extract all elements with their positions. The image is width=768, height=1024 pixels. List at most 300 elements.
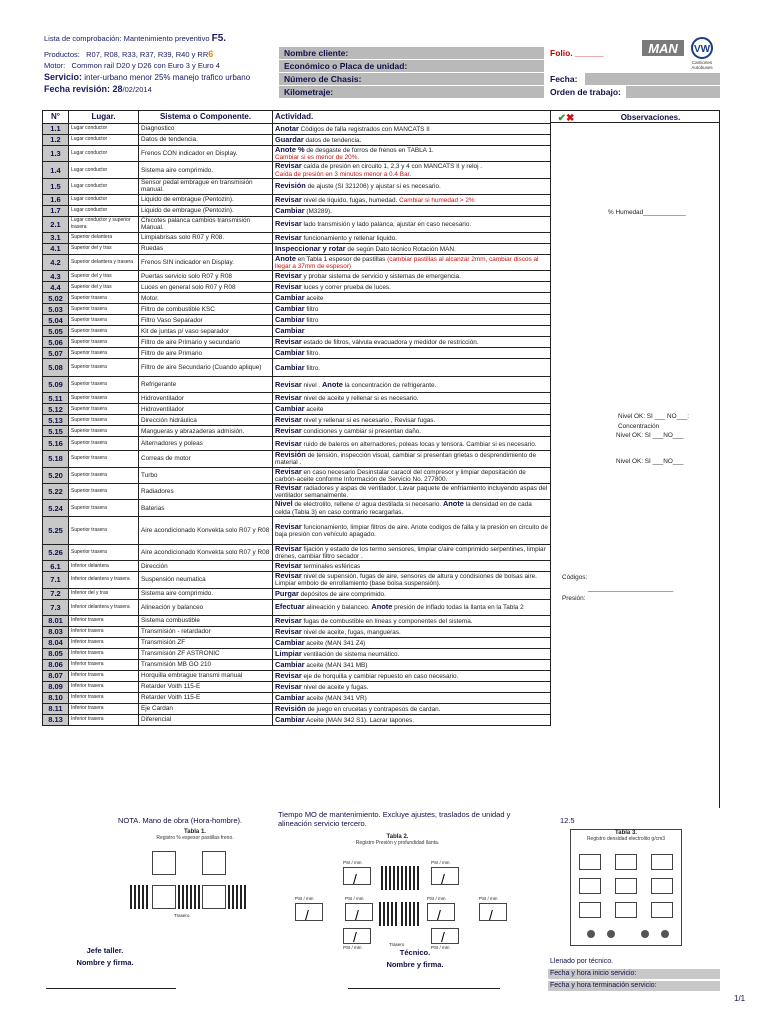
row-actividad [273, 243, 551, 254]
activity-verb: Efectuar [275, 602, 305, 612]
row-sistema: Filtro Vaso Separador [139, 315, 273, 326]
row-lugar: Superior trasera [69, 544, 139, 560]
row-actividad [273, 282, 551, 293]
tiempo-mo: Tiempo MO de mantenimiento. Excluye ajustes, traslados de unidad y alineación servicio tercero. [278, 810, 511, 828]
row-sistema: Liquido de embrague (Pentozin). [139, 194, 273, 205]
table-row [43, 271, 551, 282]
psi-label: PSI / mm [345, 896, 364, 901]
row-lugar: Inferior delantera y trasera [69, 572, 139, 588]
row-sistema: Transmisión - retardador [139, 626, 273, 637]
pressure-box[interactable]: / [479, 903, 507, 921]
row-number: 5.20 [43, 467, 69, 483]
obs-nivel-direccion[interactable]: Nivel OK: SI ___NO___ [616, 458, 684, 465]
row-sistema: Sensor pedal embrague en transmisión manual. [139, 178, 273, 194]
economico-field[interactable]: Económico o Placa de unidad: [279, 60, 544, 72]
activity-text: filtro. [304, 364, 321, 372]
row-lugar: Superior trasera [69, 337, 139, 348]
row-sistema: Luces en general solo R07 y R08 [139, 282, 273, 293]
activity-text: ventilación de sistema neumático. [301, 650, 400, 658]
brake-pad-box[interactable] [202, 851, 226, 875]
activity-text: luces y correr prueba de luces. [301, 284, 391, 292]
tecnico-nombre-firma: Nombre y firma. [386, 960, 444, 969]
row-number: 8.13 [43, 714, 69, 725]
row-sistema: Hidroventilador [139, 404, 273, 415]
row-sistema: Filtro de aire Primario y secundario [139, 337, 273, 348]
row-lugar: Superior del y tras [69, 282, 139, 293]
activity-verb: Revisar [275, 379, 302, 389]
row-lugar: Superior del y tras [69, 271, 139, 282]
activity-text: de desgaste de forros de frenos en TABLA 1. [304, 147, 434, 154]
activity-verb: Cambiar [275, 659, 305, 669]
tabla-2 [285, 834, 510, 949]
row-number: 8.01 [43, 615, 69, 626]
row-actividad [273, 135, 551, 146]
products-line: Productos: R07, R08, R33, R37, R39, R40 y RR6 [44, 49, 214, 59]
psi-label: PSI / mm [479, 896, 498, 901]
row-lugar: Superior delantera y trasera [69, 254, 139, 270]
activity-verb: Cambiar [275, 304, 305, 314]
row-actividad [273, 271, 551, 282]
activity-text: en caso necesario Desinstalar caracol del compresor y limpiar depositación de carbón-aceite conforme Información de Servicio No. 277800. [275, 468, 526, 483]
row-actividad [273, 670, 551, 681]
row-actividad [273, 415, 551, 426]
row-sistema: Radiadores [139, 484, 273, 500]
pressure-box[interactable]: / [343, 928, 371, 944]
activity-verb: Cambiar [275, 714, 305, 724]
activity-verb: Revisar [275, 219, 302, 229]
row-number: 4.2 [43, 254, 69, 270]
activity-verb-2: Anote [442, 499, 464, 509]
row-number: 8.03 [43, 626, 69, 637]
row-number: 8.06 [43, 659, 69, 670]
tabla-2-title: Tabla 2. [386, 834, 409, 840]
row-number: 5.04 [43, 315, 69, 326]
activity-verb: Anote % [275, 145, 305, 154]
row-lugar: Superior trasera [69, 359, 139, 377]
row-actividad [273, 561, 551, 572]
row-lugar: Superior trasera [69, 415, 139, 426]
row-number: 1.7 [43, 205, 69, 216]
row-sistema: Sistema aire comprimido. [139, 588, 273, 599]
tire-icon [401, 866, 421, 890]
battery-cell-box[interactable] [579, 854, 601, 870]
activity-verb: Revisar [275, 337, 302, 347]
row-sistema: Diferencial [139, 714, 273, 725]
row-lugar: Superior trasera [69, 315, 139, 326]
row-actividad [273, 178, 551, 194]
row-sistema: Filtro de aire Primario [139, 348, 273, 359]
row-actividad [273, 194, 551, 205]
table-row [43, 588, 551, 599]
activity-text: ruido de baleros en alternadores, poleas locas y tensora. Cambiar si es necesario. [301, 440, 537, 448]
svg-text:Autobuses: Autobuses [691, 65, 713, 70]
activity-verb: Revisar [275, 681, 302, 691]
row-actividad [273, 648, 551, 659]
table-row [43, 243, 551, 254]
row-actividad [273, 714, 551, 725]
row-actividad [273, 484, 551, 500]
row-number: 5.02 [43, 293, 69, 304]
row-actividad [273, 681, 551, 692]
row-actividad [273, 146, 551, 162]
header-sistema: Sistema o Componente. [139, 111, 273, 124]
tabla-1 [130, 829, 260, 939]
tabla-2-trasero: Trasero [389, 942, 405, 947]
row-actividad [273, 293, 551, 304]
row-actividad [273, 304, 551, 315]
row-number: 1.1 [43, 124, 69, 135]
row-number: 5.11 [43, 393, 69, 404]
battery-terminal-icon [587, 930, 595, 938]
table-row [43, 500, 551, 516]
activity-text: funcionamiento y rellenar liquido. [301, 234, 397, 242]
table-row [43, 544, 551, 560]
row-actividad [273, 326, 551, 337]
kilometraje-field[interactable]: Kilometraje: [279, 86, 544, 98]
activity-verb: Revisar [275, 467, 302, 476]
pressure-box[interactable]: / [427, 903, 455, 921]
row-lugar: Inferior trasera [69, 648, 139, 659]
activity-verb-2: Anote [371, 602, 393, 612]
table-row [43, 681, 551, 692]
row-number: 1.5 [43, 178, 69, 194]
activity-verb: Revisar [275, 232, 302, 242]
row-lugar: Lugar conductor [69, 205, 139, 216]
activity-text: radiadores y aspas de ventilador. Lavar paquete de enfriamiento incluyendo aspas del ventilador semanalmente. [275, 485, 548, 500]
row-actividad [273, 588, 551, 599]
activity-verb: Cambiar [275, 362, 305, 372]
activity-text: aceite (MAN 341 VR) [304, 694, 367, 702]
row-lugar: Superior trasera [69, 500, 139, 516]
row-actividad [273, 451, 551, 467]
row-number: 4.3 [43, 271, 69, 282]
activity-verb: Cambiar [275, 637, 305, 647]
table-row [43, 337, 551, 348]
row-actividad [273, 544, 551, 560]
tabla-1-trasero: Trasero. [174, 913, 191, 918]
row-sistema: Alternadores y poleas [139, 437, 273, 451]
table-row [43, 162, 551, 178]
pressure-box[interactable]: / [295, 903, 323, 921]
activity-verb: Revisar [275, 626, 302, 636]
row-number: 8.05 [43, 648, 69, 659]
row-lugar: Inferior trasera [69, 703, 139, 714]
row-actividad [273, 205, 551, 216]
row-actividad [273, 426, 551, 437]
fecha-termino-field[interactable]: Fecha y hora terminación servicio: [548, 981, 720, 991]
row-lugar: Inferior trasera [69, 692, 139, 703]
row-lugar: Inferior trasera [69, 615, 139, 626]
row-sistema: Limpiabrisas solo R07 y R08. [139, 232, 273, 243]
activity-text: Códigos de falla registrados con MANCATS II [298, 125, 430, 133]
activity-text: nivel de aceite y fugas. [301, 683, 369, 691]
row-actividad [273, 124, 551, 135]
tabla-3 [570, 829, 682, 946]
battery-terminal-icon [641, 930, 649, 938]
tabla-3-title: Tabla 3. [615, 830, 637, 836]
psi-label: PSI / mm [431, 860, 450, 865]
row-lugar: Superior trasera [69, 516, 139, 544]
row-number: 6.1 [43, 561, 69, 572]
svg-text:VW: VW [693, 44, 711, 55]
table-row [43, 451, 551, 467]
orden-trabajo-field[interactable] [626, 86, 720, 98]
pressure-box[interactable]: / [431, 928, 459, 944]
row-number: 7.2 [43, 588, 69, 599]
psi-label: PSI / mm [343, 945, 362, 950]
row-sistema: Datos de tendencia. [139, 135, 273, 146]
row-lugar: Superior trasera [69, 451, 139, 467]
row-lugar: Superior trasera [69, 484, 139, 500]
row-sistema: Retarder Voith 115-E [139, 681, 273, 692]
nota-mano-obra: NOTA. Mano de obra (Hora-hombre). [118, 816, 243, 825]
row-lugar: Lugar conductor [69, 178, 139, 194]
row-number: 8.04 [43, 637, 69, 648]
obs-humedad[interactable]: % Humedad____________ [608, 209, 686, 216]
activity-verb: Cambiar [275, 692, 305, 702]
row-number: 8.09 [43, 681, 69, 692]
row-number: 5.08 [43, 359, 69, 377]
table-row [43, 659, 551, 670]
fecha-inicio-field[interactable]: Fecha y hora inicio servicio: [548, 969, 720, 979]
activity-text: aceite [304, 295, 324, 303]
row-actividad [273, 232, 551, 243]
table-row [43, 315, 551, 326]
fecha-field[interactable] [585, 73, 720, 85]
row-lugar: Superior trasera [69, 437, 139, 451]
checklist-title: Lista de comprobación: Mantenimiento preventivo F5. [44, 33, 227, 44]
activity-verb: Cambiar [275, 293, 305, 303]
row-lugar: Superior trasera [69, 393, 139, 404]
row-actividad [273, 626, 551, 637]
row-lugar: Superior del y tras [69, 243, 139, 254]
jefe-taller-label: Jefe taller. [86, 946, 124, 955]
row-actividad [273, 637, 551, 648]
activity-verb: Revisar [275, 670, 302, 680]
row-sistema: Eje Cardan [139, 703, 273, 714]
row-lugar: Inferior trasera [69, 681, 139, 692]
row-lugar: Inferior delantera [69, 561, 139, 572]
tecnico-signature-line[interactable] [348, 988, 500, 989]
row-number: 5.09 [43, 377, 69, 393]
row-sistema: Refrigerante [139, 377, 273, 393]
activity-verb: Revisar [275, 544, 302, 553]
table-row [43, 648, 551, 659]
activity-text: en Tabla 1 espesor de pastillas [295, 255, 386, 263]
row-number: 8.07 [43, 670, 69, 681]
table-row [43, 572, 551, 588]
tire-icon [178, 885, 202, 909]
row-sistema: Aire acondicionado Konvekta solo R07 y R08 [139, 544, 273, 560]
activity-verb: Anote [275, 254, 296, 263]
activity-verb: Revisar [275, 438, 302, 448]
activity-text: de electrolito, rellene c/ agua destilada si necesario. [292, 501, 443, 509]
row-sistema: Puertas servicio solo R07 y R08 [139, 271, 273, 282]
row-number: 8.11 [43, 703, 69, 714]
row-actividad [273, 599, 551, 615]
row-number: 5.26 [43, 544, 69, 560]
psi-label: PSI / mm [427, 896, 446, 901]
activity-text: fugas de combustible en líneas y componentes del sistema. [301, 617, 473, 625]
table-row [43, 714, 551, 725]
battery-cell-box[interactable] [615, 854, 637, 870]
activity-text: caída de presión en circuito 1, 2,3 y 4 con MANCATS II y reloj . [301, 163, 483, 171]
row-lugar: Lugar conductor [69, 146, 139, 162]
row-lugar: Superior trasera [69, 377, 139, 393]
battery-cell-box[interactable] [579, 902, 601, 918]
activity-text: nivel de supensión, fugas de aire, sensores de altura y condisiones de bolsas aire. Limpiar embolo de enrollamiento (base bolsa suspensión). [275, 573, 537, 588]
activity-verb: Revisión [275, 450, 306, 460]
row-lugar: Lugar conductor [69, 194, 139, 205]
folio-field[interactable]: Folio. ______ [550, 48, 604, 58]
battery-cell-box[interactable] [651, 878, 673, 894]
activity-text: terminales esféricas [301, 563, 361, 571]
row-lugar: Superior trasera [69, 304, 139, 315]
row-sistema: Chicotes palanca cambios transmisión Manual. [139, 216, 273, 232]
activity-warning: Cambiar si humedad > 2% [397, 196, 475, 204]
activity-verb: Revisar [275, 161, 302, 171]
activity-text: nivel de aceite y rellenar si es necesario. [301, 395, 419, 403]
row-sistema: Liquido de embrague (Pentozin). [139, 205, 273, 216]
activity-verb: Revisar [275, 571, 302, 581]
activity-verb: Guardar [275, 134, 304, 144]
row-actividad [273, 337, 551, 348]
row-number: 5.12 [43, 404, 69, 415]
row-number: 5.07 [43, 348, 69, 359]
pressure-box[interactable]: / [343, 867, 371, 885]
row-number: 1.3 [43, 146, 69, 162]
row-lugar: Superior trasera [69, 293, 139, 304]
row-lugar: Superior delantera [69, 232, 139, 243]
row-lugar: Superior trasera [69, 426, 139, 437]
activity-text: aceite [304, 406, 324, 414]
ok-fail-header [550, 110, 582, 123]
table-row [43, 484, 551, 500]
brake-pad-box[interactable] [152, 851, 176, 875]
activity-verb: Revisar [275, 561, 302, 571]
battery-cell-box[interactable] [579, 878, 601, 894]
brake-pad-box[interactable] [152, 885, 176, 909]
battery-cell-box[interactable] [615, 902, 637, 918]
jefe-signature-line[interactable] [46, 988, 176, 989]
activity-text: datos de tendencia. [303, 136, 362, 144]
table-row [43, 615, 551, 626]
row-lugar: Superior trasera [69, 404, 139, 415]
row-sistema: Hidroventilador [139, 393, 273, 404]
battery-cell-box[interactable] [615, 878, 637, 894]
pressure-box[interactable]: / [345, 903, 373, 921]
table-row [43, 254, 551, 270]
obs-nivel-refrigerante[interactable]: Nivel OK: SI ___ NO___: [618, 413, 690, 420]
table-row [43, 692, 551, 703]
tire-icon [381, 866, 401, 890]
row-sistema: Ruedas [139, 243, 273, 254]
brake-pad-box[interactable] [202, 885, 226, 909]
obs-presion[interactable]: Presión: [562, 595, 586, 602]
activity-verb: Anotar [275, 123, 299, 133]
obs-codigos-line: ________________________ [588, 585, 674, 592]
row-actividad [273, 572, 551, 588]
row-sistema: Transmisión MB GO 210 [139, 659, 273, 670]
jefe-nombre-firma: Nombre y firma. [76, 958, 134, 967]
row-sistema: Horquilla embrague transmi manual [139, 670, 273, 681]
row-sistema: Baterias [139, 500, 273, 516]
psi-label: PSI / mm [431, 945, 450, 950]
table-row [43, 232, 551, 243]
obs-concentracion[interactable]: Concentración [618, 423, 660, 430]
activity-verb: Cambiar [275, 326, 305, 336]
row-sistema: Dirección [139, 561, 273, 572]
row-sistema: Retarder Voith 115-E [139, 692, 273, 703]
activity-verb: Cambiar [275, 348, 305, 358]
activity-verb: Revisar [275, 282, 302, 292]
table-row [43, 670, 551, 681]
activity-text-2: la densidad en de cada celda (Tabla 3) en caso contrario recargarlas. [275, 501, 532, 516]
row-number: 7.1 [43, 572, 69, 588]
tabla-3-subtitle: Registro densidad electrolito g/cm3 [586, 836, 666, 842]
activity-verb: Cambiar [275, 205, 305, 215]
activity-verb-2: Anote [321, 379, 343, 389]
activity-text: y probar sistema de servicio y sistemas de emergencia. [301, 273, 461, 281]
activity-verb: Revisar [275, 271, 302, 281]
row-number: 1.2 [43, 135, 69, 146]
row-actividad [273, 703, 551, 714]
row-sistema: Sistema aire comprimido. [139, 162, 273, 178]
row-number: 7.3 [43, 599, 69, 615]
chasis-field[interactable]: Número de Chasis: [279, 73, 544, 85]
table-row [43, 216, 551, 232]
activity-warning: Caída de presión en 3 minutos menor a 0.4 Bar. [275, 170, 412, 178]
activity-text-2: presión de inflado todas la llanta en la Tabla 2 [392, 604, 524, 612]
table-row [43, 561, 551, 572]
row-actividad [273, 692, 551, 703]
activity-text: de juego en crucetas y contrapesos de cardan. [305, 705, 441, 713]
activity-verb: Cambiar [275, 315, 305, 325]
table-row [43, 205, 551, 216]
activity-text: lado transmisión y lado palanca, ajustar en caso necesario. [301, 221, 472, 229]
activity-verb: Revisar [275, 426, 302, 436]
activity-verb: Limpiar [275, 648, 302, 658]
obs-nivel-hidroventilador[interactable]: Nivel OK: SI ___NO___ [616, 432, 684, 439]
table-row [43, 599, 551, 615]
battery-cell-box[interactable] [651, 902, 673, 918]
row-number: 5.16 [43, 437, 69, 451]
tire-icon [130, 885, 150, 909]
row-actividad [273, 315, 551, 326]
row-number: 3.1 [43, 232, 69, 243]
servicio-line: Servicio: inter-urbano menor 25% manejo trafico urbano [44, 72, 251, 82]
row-lugar: Inferior trasera [69, 670, 139, 681]
row-number: 1.4 [43, 162, 69, 178]
row-lugar: Superior trasera [69, 348, 139, 359]
header-actividad: Actividad. [273, 111, 551, 124]
row-lugar: Superior trasera [69, 467, 139, 483]
header-lugar: Lugar. [69, 111, 139, 124]
row-actividad [273, 393, 551, 404]
tire-icon [379, 902, 399, 926]
battery-cell-box[interactable] [651, 854, 673, 870]
row-sistema: Transmisión ZF ASTRONIC [139, 648, 273, 659]
table-row [43, 135, 551, 146]
nombre-cliente-field[interactable]: Nombre cliente: [279, 47, 544, 59]
activity-text: estado de filtros, válvula evacuadora y medidor de restricción. [301, 339, 479, 347]
row-actividad [273, 404, 551, 415]
table-row [43, 637, 551, 648]
obs-right-border [719, 110, 720, 808]
obs-codigos[interactable]: Códigos: [562, 574, 588, 581]
pressure-box[interactable]: / [431, 867, 459, 885]
table-row [43, 393, 551, 404]
